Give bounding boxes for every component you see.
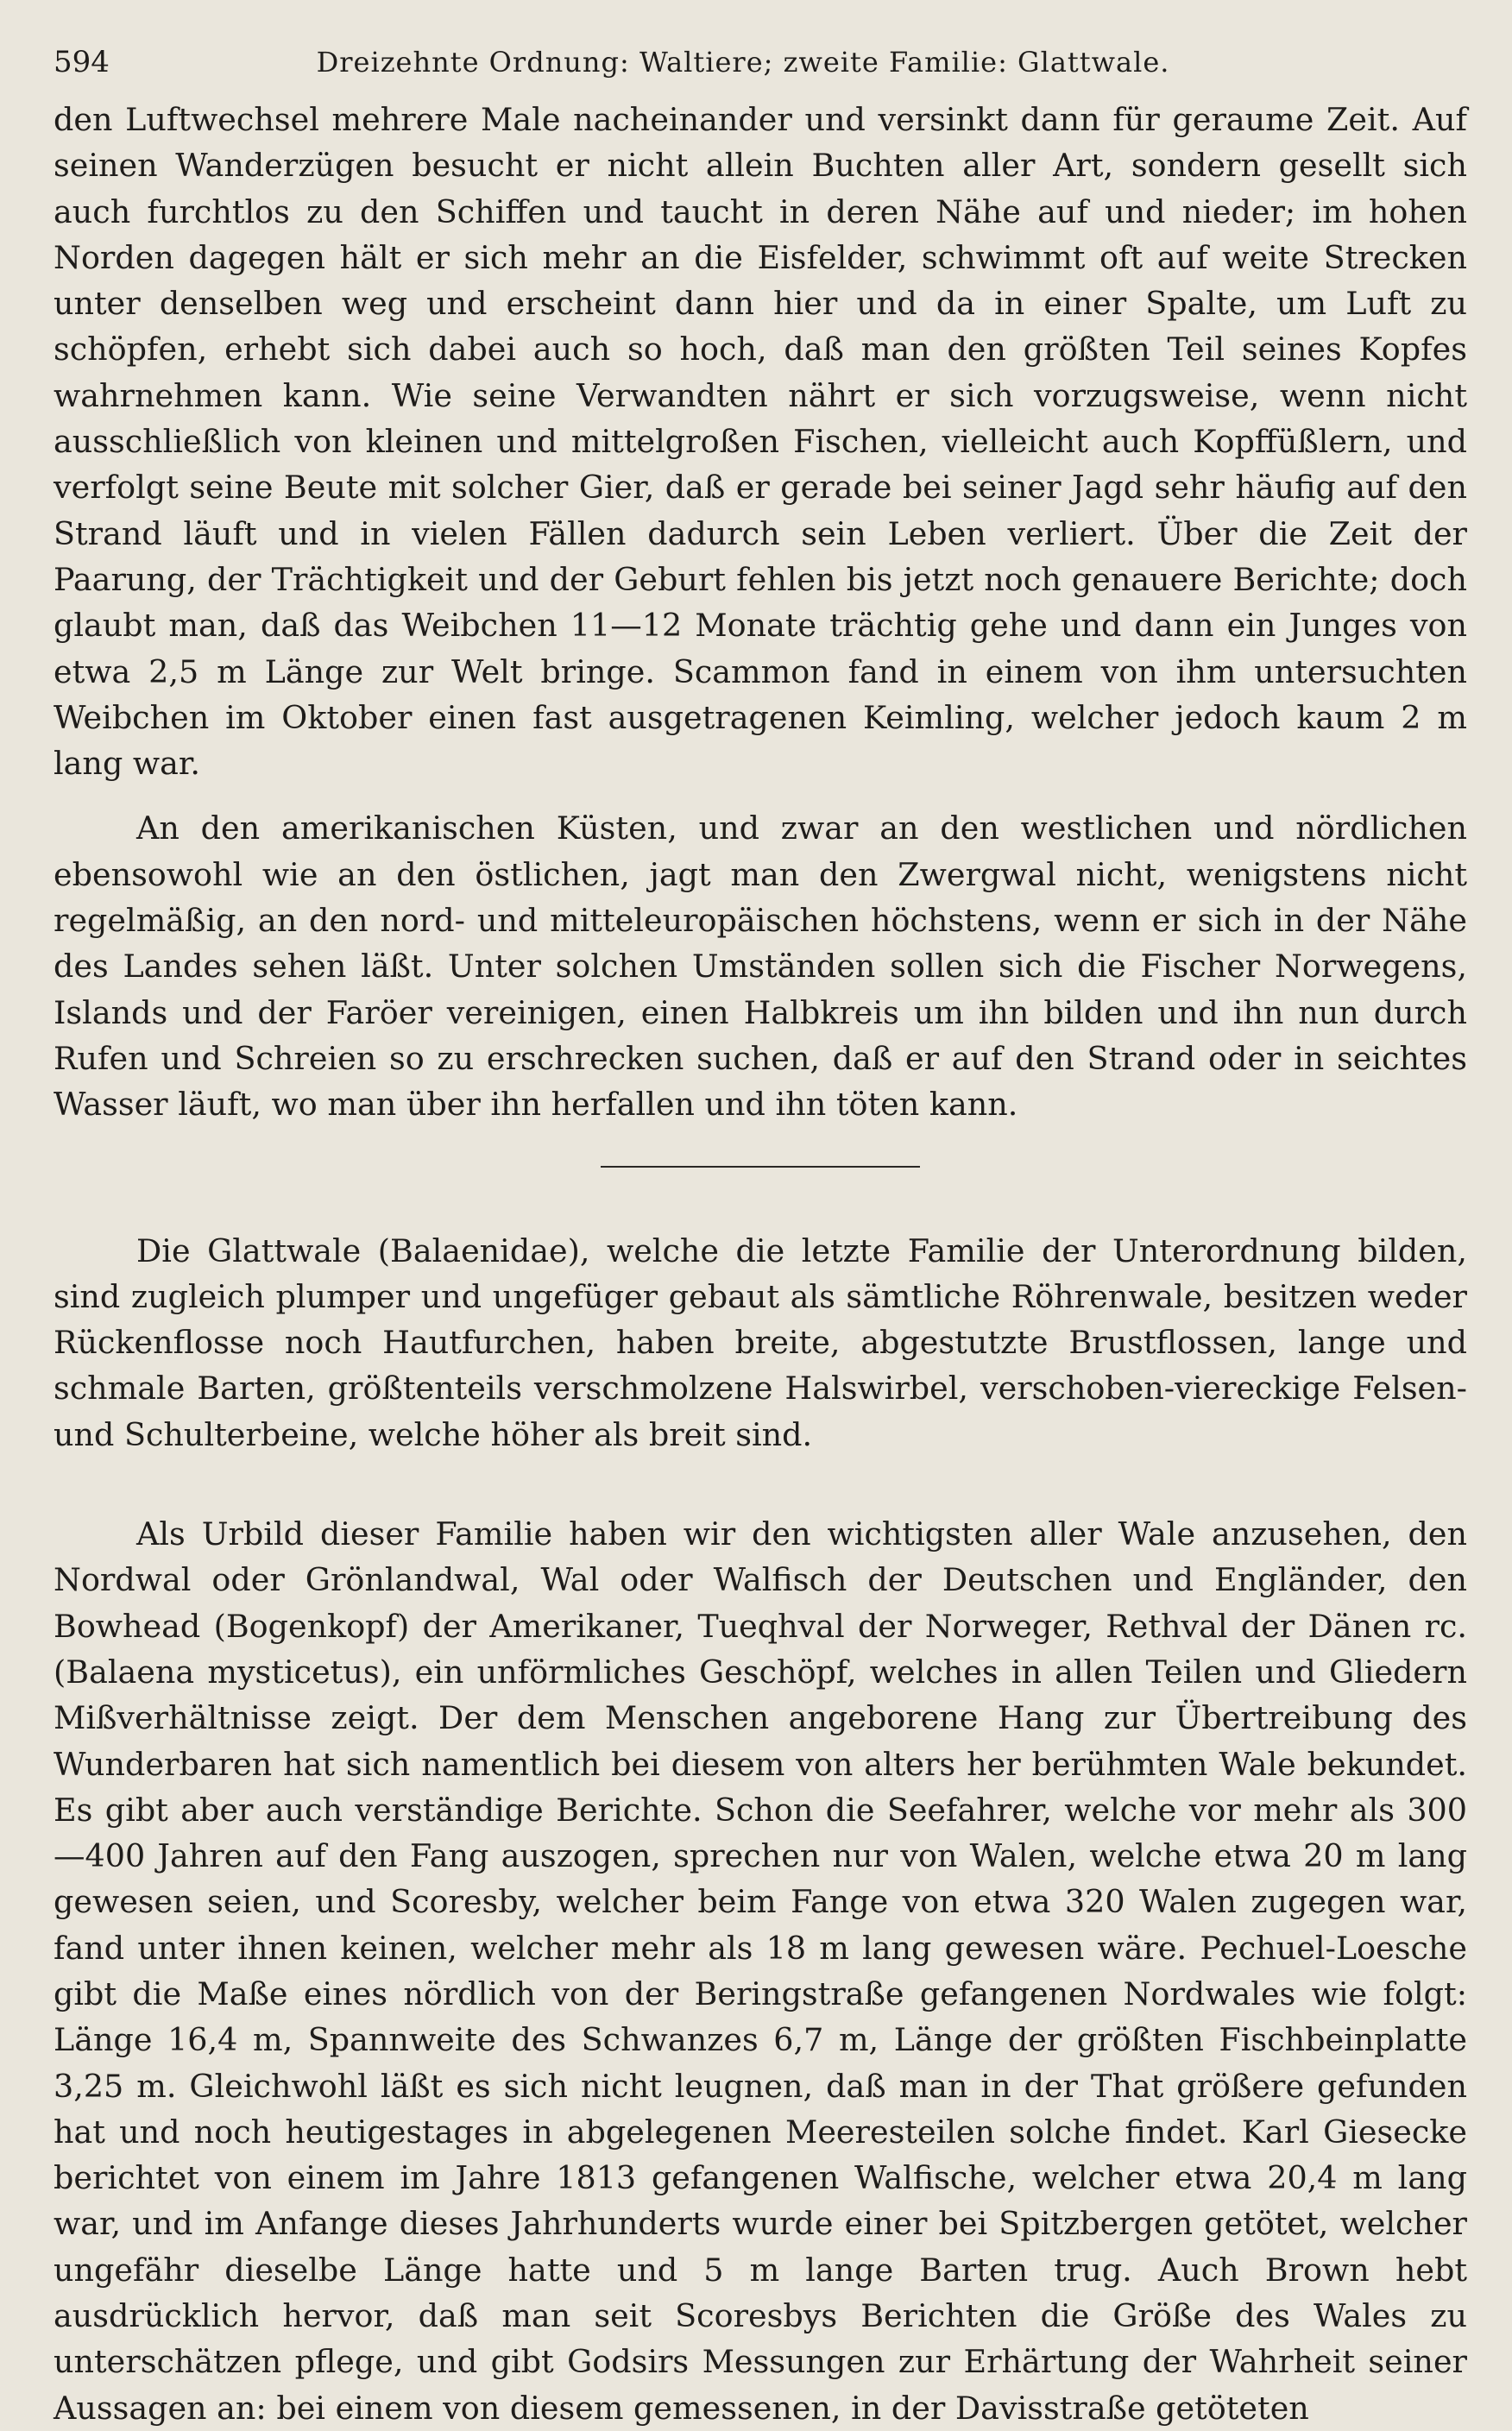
running-head [54, 45, 1467, 97]
paragraph-nordwal: Als Urbild dieser Familie haben wir den wichtigsten aller Wale anzusehen, den Nordwal oder Grönlandwal, Wal oder Walfisch der Deutschen und Engländer, den Bowhead (Bogenkopf) der Amerikaner, Tueqhval der Norweger, Rethval der Dänen rc. (Balaena mysticetus), ein unförmliches Geschöpf, welches in allen Teilen und Gliedern Mißverhältnisse zeigt. Der dem Menschen angeborene Hang zur Übertreibung des Wunderbaren hat sich namentlich bei diesem von alters her berühmten Wale bekundet. Es gibt aber auch verständige Berichte. Schon die Seefahrer, welche vor mehr als 300—400 Jahren auf den Fang auszogen, sprechen nur von Walen, welche etwa 20 m lang gewesen seien, und Scoresby, welcher beim Fange von etwa 320 Walen zugegen war, fand unter ihnen keinen, welcher mehr als 18 m lang gewesen wäre. Pechuel-Loesche gibt die Maße eines nördlich von der Beringstraße gefangenen Nordwales wie folgt: Länge 16,4 m, Spannweite des Schwanzes 6,7 m, Länge der größten Fischbeinplatte 3,25 m. Gleichwohl läßt es sich nicht leugnen, daß man in der That größere gefunden hat und noch heutigestages in abgelegenen Meeresteilen solche findet. Karl Giesecke berichtet von einem im Jahre 1813 gefangenen Walfische, welcher etwa 20,4 m lang war, und im Anfange dieses Jahrhunderts wurde einer bei Spitzbergen getötet, welcher ungefähr dieselbe Länge hatte und 5 m lange Barten trug. Auch Brown hebt ausdrücklich hervor, daß man seit Scoresbys Berichten die Größe des Wales zu unterschätzen pflege, und gibt Godsirs Messungen zur Erhärtung der Wahrheit seiner Aussagen an: bei einem von diesem gemessenen, in der Davisstraße getöteten [54, 1515, 1467, 2427]
paragraph-continued: den Luftwechsel mehrere Male nacheinander und versinkt dann für geraume Zeit. Auf seinen Wanderzügen besucht er nicht allein Buchten aller Art, sondern gesellt sich auch furchtlos zu den Schiffen und taucht in deren Nähe auf und nieder; im hohen Norden dagegen hält er sich mehr an die Eisfelder, schwimmt oft auf weite Strecken unter denselben weg und erscheint dann hier und da in einer Spalte, um Luft zu schöpfen, erhebt sich dabei auch so hoch, daß man den größten Teil seines Kopfes wahrnehmen kann. Wie seine Verwandten nährt er sich vorzugsweise, wenn nicht ausschließlich von kleinen und mittelgroßen Fischen, vielleicht auch Kopffüßlern, und verfolgt seine Beute mit solcher Gier, daß er gerade bei seiner Jagd sehr häufig auf den Strand läuft und in vielen Fällen dadurch sein Leben verliert. Über die Zeit der Paarung, der Trächtigkeit und der Geburt fehlen bis jetzt noch genauere Berichte; doch glaubt man, daß das Weibchen 11—12 Monate trächtig gehe und dann ein Junges von etwa 2,5 m Länge zur Welt bringe. Scammon fand in einem von ihm untersuchten Weibchen im Oktober einen fast ausgetragenen Keimling, welcher jedoch kaum 2 m lang war. [54, 101, 1467, 783]
running-title: Dreizehnte Ordnung: Waltiere; zweite Familie: Glattwale. [316, 46, 1170, 79]
paragraph-gap [54, 1458, 1467, 1511]
page-number: 594 [54, 45, 110, 79]
paragraph-glattwale: Die Glattwale (Balaenidae), welche die letzte Familie der Unterordnung bilden, sind zugleich plumper und ungefüger gebaut als sämtliche Röhrenwale, besitzen weder Rückenflosse noch Hautfurchen, haben breite, abgestutzte Brustflossen, lange und schmale Barten, größtenteils verschmolzene Halswirbel, verschoben-viereckige Felsen- und Schulterbeine, welche höher als breit sind. [54, 1231, 1467, 1453]
body-text [54, 97, 1467, 2431]
paragraph-zwergwal-jagd: An den amerikanischen Küsten, und zwar an den westlichen und nördlichen ebensowohl wie an den östlichen, jagt man den Zwergwal nicht, wenigstens nicht regelmäßig, an den nord- und mitteleuropäischen höchstens, wenn er sich in der Nähe des Landes sehen läßt. Unter solchen Umständen sollen sich die Fischer Norwegens, Islands und der Faröer vereinigen, einen Halbkreis um ihn bilden und ihn nun durch Rufen und Schreien so zu erschrecken suchen, daß er auf den Strand oder in seichtes Wasser läuft, wo man über ihn herfallen und ihn töten kann. [54, 809, 1467, 1124]
section-divider [601, 1166, 920, 1168]
paragraph-gap [54, 786, 1467, 805]
